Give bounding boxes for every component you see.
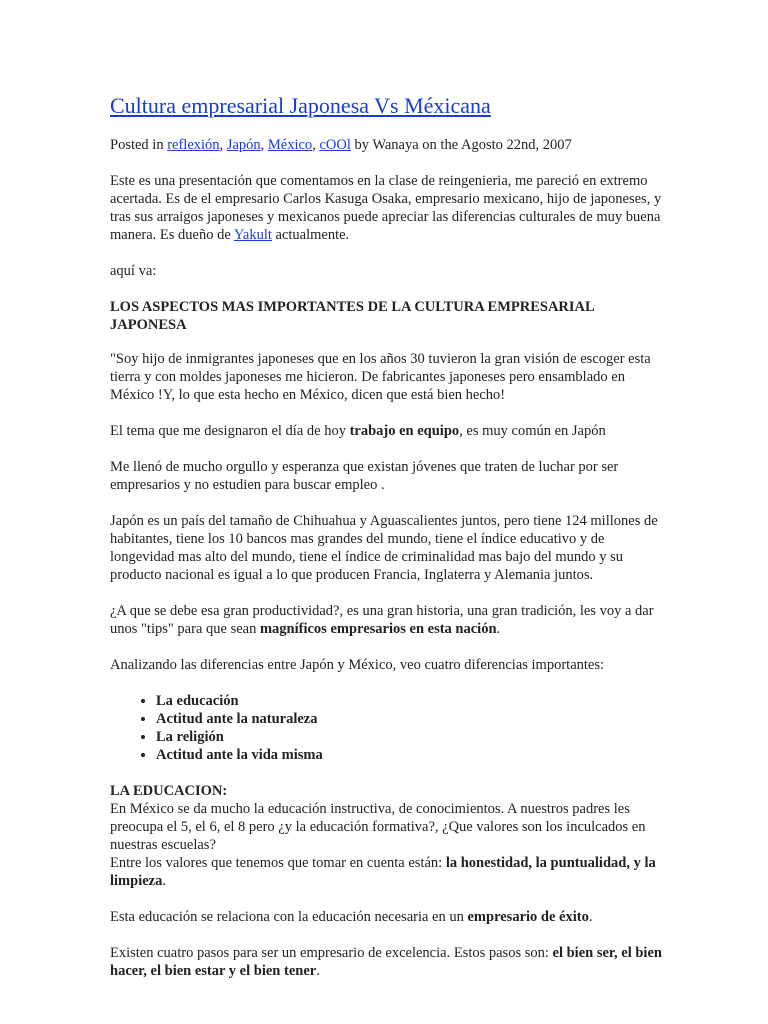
- differences-list: [110, 692, 668, 764]
- paragraph-7-bold: empresario de éxito: [467, 909, 589, 925]
- paragraph-6: Analizando las diferencias entre Japón y México, veo cuatro diferencias importantes:: [110, 657, 605, 673]
- educacion-section: [110, 782, 668, 890]
- meta-suffix: by Wanaya on the Agosto 22nd, 2007: [350, 137, 572, 153]
- paragraph-7-text: Esta educación se relaciona con la educación necesaria en un: [110, 909, 468, 925]
- category-link-japon[interactable]: Japón: [226, 137, 261, 153]
- category-link-cool[interactable]: cOOl: [319, 137, 351, 153]
- educacion-heading: LA EDUCACION:: [110, 783, 228, 799]
- meta-prefix: Posted in: [110, 137, 168, 153]
- paragraph-3: Me llenó de mucho orgullo y esperanza que existan jóvenes que traten de luchar por ser empresarios y no estudien para buscar empleo .: [110, 459, 619, 493]
- paragraph-4: Japón es un país del tamaño de Chihuahua y Aguascalientes juntos, pero tiene 124 millones de habitantes, tiene los 10 bancos mas grandes del mundo, tiene el índice educativo y de longevidad mas alto del mundo, tiene el índice de criminalidad mas bajo del mundo y su producto nacional es igual a lo que producen Francia, Inglaterra y Alemania juntos.: [110, 513, 658, 583]
- paragraph-5-end: .: [496, 621, 501, 637]
- category-link-reflexion[interactable]: reflexión: [167, 137, 220, 153]
- meta-separator: ,: [312, 137, 320, 153]
- paragraph-5-text: ¿A que se debe esa gran productividad?, es una gran historia, una gran tradición, les voy a dar unos "tips" para que sean: [110, 603, 654, 637]
- section-heading: LOS ASPECTOS MAS IMPORTANTES DE LA CULTURA EMPRESARIAL JAPONESA: [110, 299, 594, 333]
- aqui-va-text: aquí va:: [110, 263, 157, 279]
- yakult-link[interactable]: Yakult: [233, 227, 272, 243]
- paragraph-2-bold: trabajo en equipo: [349, 423, 460, 439]
- paragraph-8-bold: el bien ser, el bien hacer, el bien estar y el bien tener: [110, 945, 662, 979]
- intro-text-end: actualmente.: [271, 227, 350, 243]
- paragraph-2-text: El tema que me designaron el día de hoy: [110, 423, 350, 439]
- list-item: • Actitud ante la naturaleza: [156, 710, 668, 728]
- list-item: • La educación: [156, 692, 668, 710]
- paragraph-8: [110, 944, 668, 980]
- paragraph-2: [110, 422, 668, 440]
- list-item: • Actitud ante la vida misma: [156, 746, 668, 764]
- educacion-values-bold: la honestidad, la puntualidad, y la limpieza: [110, 855, 656, 889]
- list-item: • La religión: [156, 728, 668, 746]
- educacion-values-end: .: [162, 873, 166, 889]
- paragraph-1: "Soy hijo de inmigrantes japoneses que en los años 30 tuvieron la gran visión de escoger esta tierra y con moldes japoneses me hicieron. De fabricantes japoneses pero ensamblado en México !Y, lo que esta hecho en México, dicen que está bien hecho!: [110, 351, 651, 403]
- meta-separator: ,: [219, 137, 227, 153]
- post-title: [110, 92, 668, 120]
- intro-paragraph: [110, 172, 668, 244]
- paragraph-8-end: .: [316, 963, 320, 979]
- paragraph-8-text: Existen cuatro pasos para ser un empresario de excelencia. Estos pasos son:: [110, 945, 553, 961]
- intro-text: Este es una presentación que comentamos en la clase de reingenieria, me pareció en extremo acertada. Es de el empresario Carlos Kasuga Osaka, empresario mexicano, hijo de japoneses, y tras sus arraigos japoneses y mexicanos puede apreciar las diferencias culturales de muy buena manera. Es dueño de: [110, 173, 662, 243]
- paragraph-7: [110, 908, 668, 926]
- post-title-link[interactable]: Cultura empresarial Japonesa Vs Méxicana: [110, 93, 491, 118]
- paragraph-5: [110, 602, 668, 638]
- meta-separator: ,: [260, 137, 268, 153]
- educacion-text: En México se da mucho la educación instructiva, de conocimientos. A nuestros padres les preocupa el 5, el 6, el 8 pero ¿y la educación formativa?, ¿Que valores son los inculcados en nuestras escuelas?: [110, 801, 646, 853]
- paragraph-2-end: , es muy común en Japón: [459, 423, 606, 439]
- post-meta: [110, 136, 668, 154]
- paragraph-5-bold: magníficos empresarios en esta nación: [259, 621, 497, 637]
- category-link-mexico[interactable]: México: [267, 137, 313, 153]
- paragraph-7-end: .: [588, 909, 593, 925]
- educacion-values-text: Entre los valores que tenemos que tomar en cuenta están:: [110, 855, 446, 871]
